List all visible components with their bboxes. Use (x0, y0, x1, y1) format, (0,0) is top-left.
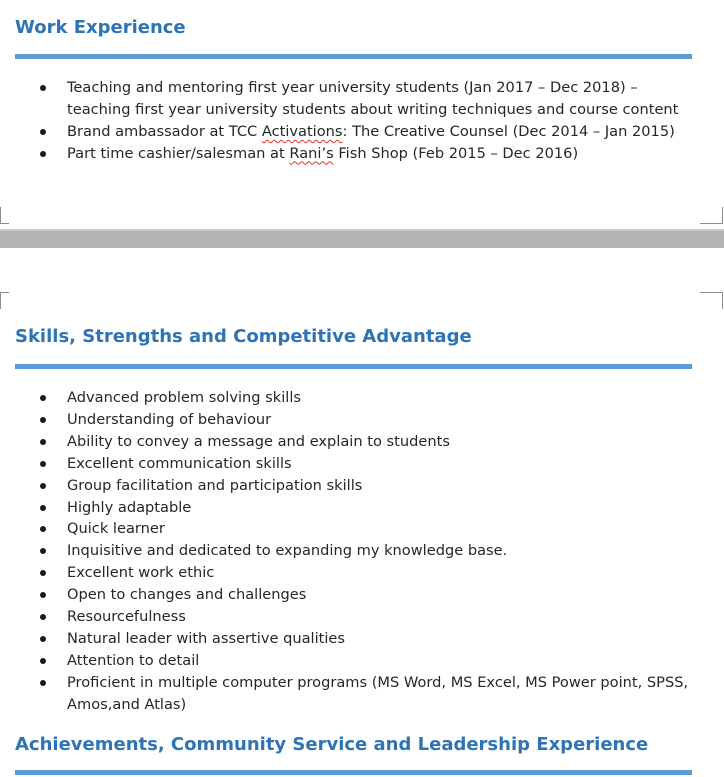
bullet-icon (40, 636, 46, 642)
list-item (0, 606, 707, 628)
page-break-gap (0, 229, 724, 248)
list-item-text: Fish Shop (Feb 2015 – Dec 2016) (333, 144, 579, 162)
skills-list (0, 387, 707, 716)
work-experience-heading: Work Experience (15, 17, 186, 38)
list-item-text: Excellent communication skills (67, 454, 292, 472)
spellcheck-flagged-word[interactable]: Activations (261, 122, 343, 140)
bullet-icon (40, 395, 46, 401)
skills-rule (15, 364, 692, 369)
list-item-text: Group facilitation and participation skills (67, 476, 363, 494)
bullet-icon (40, 570, 46, 576)
page-corner-mark (700, 292, 723, 309)
list-item-text: Quick learner (67, 520, 165, 538)
bullet-icon (40, 658, 46, 664)
bullet-icon (40, 505, 46, 511)
list-item-text: Advanced problem solving skills (67, 389, 301, 406)
list-item-text: Proficient in multiple computer programs (MS Word, MS Excel, MS Power point, SPSS, (67, 673, 689, 691)
list-item-text: Inquisitive and dedicated to expanding my knowledge base. (67, 542, 508, 560)
list-item (0, 518, 707, 540)
list-item (0, 77, 707, 121)
bullet-icon (40, 526, 46, 532)
list-item-text: Understanding of behaviour (67, 410, 272, 428)
skills-heading: Skills, Strengths and Competitive Advantage (15, 326, 472, 347)
page-corner-mark (700, 207, 723, 224)
spellcheck-flagged-word[interactable]: Rani’s (289, 144, 334, 162)
list-item-text: Highly adaptable (67, 498, 192, 516)
bullet-icon (40, 483, 46, 489)
bullet-icon (40, 129, 46, 135)
list-item (0, 431, 707, 453)
list-item-text: Resourcefulness (67, 608, 186, 626)
list-item-text: Teaching and mentoring first year university students (Jan 2017 – Dec 2018) – (67, 79, 638, 96)
list-item-text: teaching first year university students about writing techniques and course content (67, 100, 679, 118)
page-corner-mark (0, 292, 9, 309)
list-item (0, 387, 707, 409)
page-corner-mark (0, 207, 9, 224)
list-item-text: Natural leader with assertive qualities (67, 629, 346, 647)
work-experience-list (0, 77, 707, 165)
list-item (0, 672, 707, 716)
list-item (0, 497, 707, 519)
bullet-icon (40, 680, 46, 686)
bullet-icon (40, 85, 46, 91)
list-item-text: Attention to detail (67, 651, 200, 669)
document-page-1[interactable] (0, 0, 724, 229)
list-item-text: : The Creative Counsel (Dec 2014 – Jan 2015) (342, 122, 675, 140)
bullet-icon (40, 151, 46, 157)
list-item-text: Brand ambassador at TCC (67, 122, 262, 140)
work-experience-rule (15, 54, 692, 59)
bullet-icon (40, 548, 46, 554)
list-item (0, 540, 707, 562)
list-item (0, 650, 707, 672)
list-item (0, 121, 707, 143)
list-item (0, 628, 707, 650)
list-item (0, 453, 707, 475)
list-item-text: Open to changes and challenges (67, 586, 307, 604)
list-item (0, 562, 707, 584)
achievements-heading: Achievements, Community Service and Leadership Experience (15, 734, 649, 755)
bullet-icon (40, 439, 46, 445)
bullet-icon (40, 614, 46, 620)
bullet-icon (40, 592, 46, 598)
list-item (0, 409, 707, 431)
list-item-text: Ability to convey a message and explain to students (67, 432, 450, 450)
bullet-icon (40, 461, 46, 467)
list-item-text: Amos,and Atlas) (67, 695, 187, 713)
list-item-text: Excellent work ethic (67, 564, 215, 582)
document-page-2[interactable] (0, 248, 724, 777)
list-item-text: Part time cashier/salesman at (67, 144, 290, 162)
bullet-icon (40, 417, 46, 423)
list-item (0, 475, 707, 497)
list-item (0, 143, 707, 165)
achievements-rule (15, 770, 692, 775)
list-item (0, 584, 707, 606)
